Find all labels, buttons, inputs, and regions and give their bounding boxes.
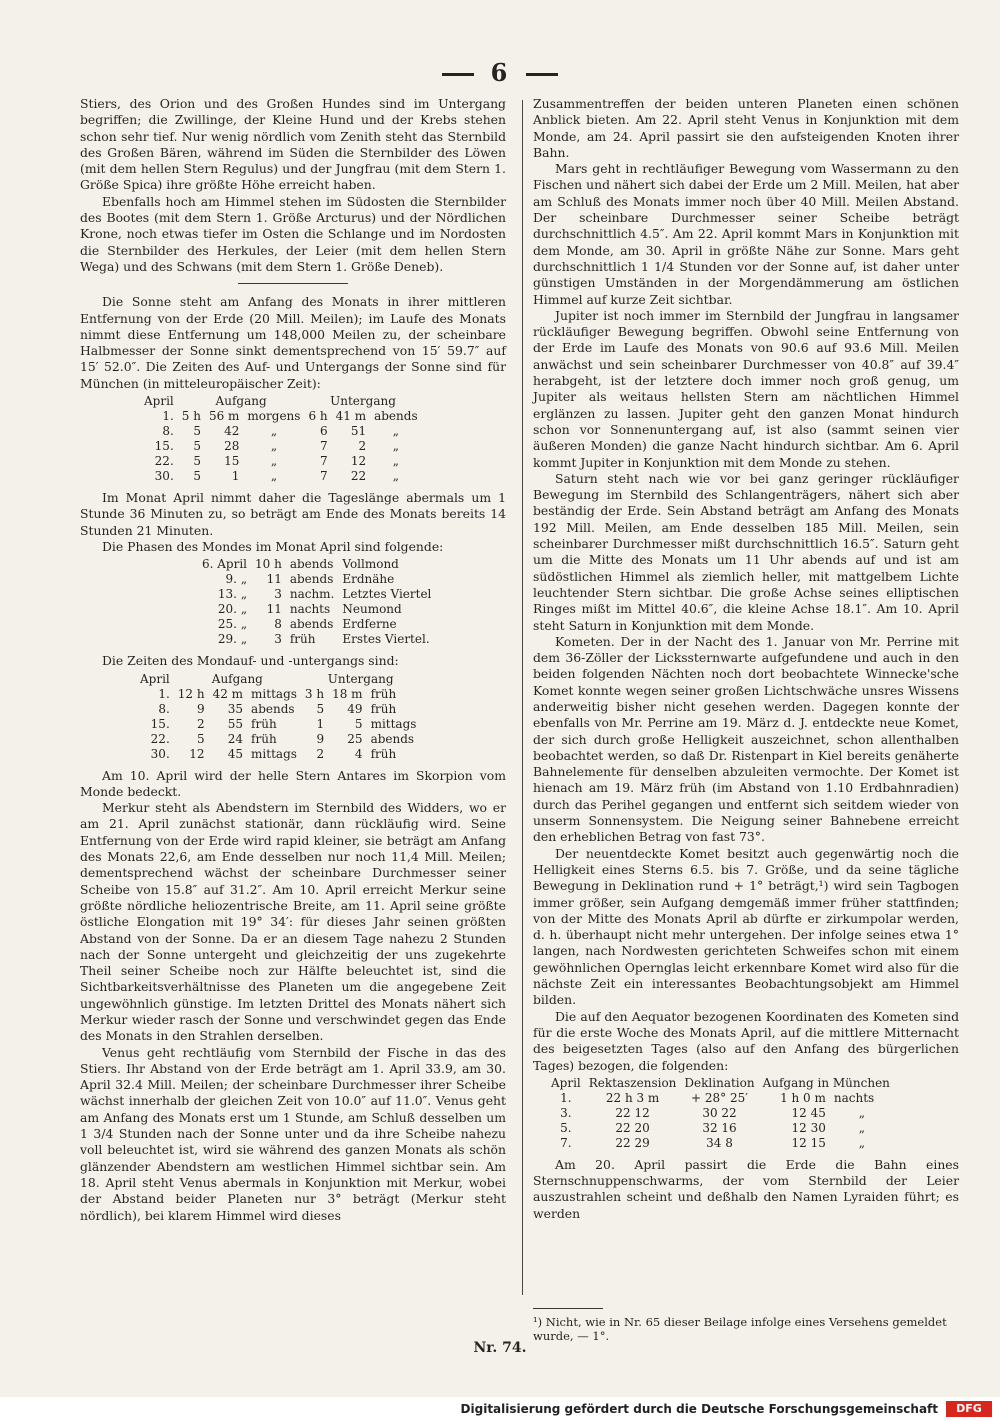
table-cell: 1 h 0 m	[780, 1090, 826, 1105]
table-row	[198, 557, 435, 572]
table-cell: 7.	[560, 1135, 572, 1150]
table-cell: 56 m	[208, 409, 240, 424]
table-cell: „	[240, 572, 248, 587]
venus-continued-paragraph: Zusammentreffen der beiden unteren Planeten einen schönen Anblick bieten. Am 22. April steht Venus in Konjunktion mit dem Monde, am 24. April passirt sie den aufsteigenden Knoten ihrer Bahn.	[533, 96, 959, 160]
table-cell: 30.	[150, 746, 170, 761]
footnote-text: ¹) Nicht, wie in Nr. 65 dieser Beilage infolge eines Versehens gemeldet wurde, — 1°.	[533, 1315, 947, 1343]
saturn-paragraph: Saturn steht nach wie vor bei ganz geringer rückläufiger Bewegung im Sternbild des Schlangenträgers, nähert sich aber beständig der Erde. Sein Abstand beträgt am Anfang des Monats 192 Mill. Meilen, am Ende desselben 185 Mill. Meilen, sein scheinbarer Durchmesser mißt durchschnittlich 16.5″. Saturn geht um die Mitte des Monats um 11 Uhr abends auf und ist am südöstlichen Himmel als ziemlich heller, mit mattgelbem Lichte leuchtender Stern sichtbar. Die große Achse seines elliptischen Ringes mißt im Mittel 40.6″, die kleine Achse 18.1″. Am 10. April steht Saturn in Konjunktion mit dem Monde.	[533, 470, 959, 633]
table-cell: 13.	[217, 587, 237, 602]
table-cell: „	[270, 439, 278, 454]
constellations-paragraph: Stiers, des Orion und des Großen Hundes sind im Untergang begriffen; die Zwillinge, der Kleine Hund und der Krebs stehen schon sehr tief. Nur wenig nördlich vom Zenith steht das Sternbild des Großen Bären, während im Süden die Sternbilder des Löwen (mit dem hellen Stern Regulus) und der Jungfrau (mit dem Stern 1. Größe Spica) ihre größte Höhe erreicht haben.	[80, 96, 506, 193]
table-cell: „	[858, 1120, 865, 1135]
table-cell: 12 45	[791, 1105, 826, 1120]
moonrise-table	[136, 672, 420, 762]
page-number-text: 6	[490, 58, 510, 87]
table-cell: 5	[193, 454, 201, 469]
table-cell: „	[240, 632, 248, 647]
table-cell: 5	[316, 701, 325, 716]
footnote-rule	[533, 1308, 603, 1309]
table-cell	[198, 617, 251, 632]
table-cell: 5	[193, 469, 201, 484]
table-cell: abends	[289, 617, 334, 632]
table-cell: „	[392, 469, 399, 484]
table-cell: 1	[231, 469, 240, 484]
table-cell: abends	[289, 572, 334, 587]
table-cell: 7	[319, 439, 328, 454]
new-comet-paragraph: Der neuentdeckte Komet besitzt auch gegenwärtig noch die Helligkeit eines Sterns 6.5. bis 7. Größe, und da seine tägliche Bewegung in Deklination rund + 1° beträgt,¹) wird sein Tagbogen immer größer, sein Aufgang demgemäß immer früher stattfinden; von der Mitte des Monats April ab dürfte er zirkumpolar werden, d. h. überhaupt nicht mehr untergehen. Der infolge seines etwa 1° langen, nach Nordwesten gerichteten Schweifes schon mit einem gewöhnlichen Opernglas leicht erkennbare Komet wird also für die nächste Zeit ein interessantes Beobachtungsobjekt am Himmel bilden.	[533, 845, 959, 1008]
table-cell: 2	[316, 746, 325, 761]
table-cell: früh	[370, 686, 397, 701]
table-cell	[198, 602, 251, 617]
section-rule	[238, 283, 348, 284]
table-cell: 15.	[150, 716, 170, 731]
table-row	[140, 454, 422, 469]
table-cell	[198, 587, 251, 602]
table-cell: 22.	[150, 731, 170, 746]
table-cell: 2	[196, 716, 205, 731]
table-cell: 22 29	[615, 1135, 650, 1150]
table-row	[136, 747, 420, 762]
table-cell: abends	[374, 409, 418, 424]
table-header: Rektaszension	[588, 1075, 677, 1090]
jupiter-paragraph: Jupiter ist noch immer im Sternbild der Jungfrau in langsamer rückläufiger Bewegung begriffen. Obwohl seine Entfernung von der Erde im Laufe des Monats von 90.6 auf 93.6 Mill. Meilen anwächst und sein scheinbarer Durchmesser von 40.8″ auf 39.4″ herabgeht, ist der letztere doch immer noch groß genug, um Jupiter als weitaus hellsten Stern am nächtlichen Himmel erglänzen zu lassen. Jupiter geht den ganzen Monat hindurch schon vor Sonnenuntergang auf, ist also (sammt seinen vier äußeren Monden) die ganze Nacht hindurch sichtbar. Am 6. April kommt Jupiter in Konjunktion mit dem Monde zu stehen.	[533, 307, 959, 470]
table-cell: 12	[189, 746, 205, 761]
table-cell: 1	[316, 716, 325, 731]
table-header: April	[140, 671, 170, 686]
table-cell: mittags	[251, 746, 297, 761]
table-row	[140, 409, 422, 424]
table-cell: 8.	[162, 424, 174, 439]
table-cell: „	[270, 454, 278, 469]
table-cell: 12 30	[791, 1120, 826, 1135]
table-cell: abends	[289, 557, 334, 572]
comet-coordinates-table	[547, 1076, 894, 1151]
moon-phases-table	[198, 557, 435, 647]
table-cell: 51	[350, 424, 367, 439]
table-cell: 25	[347, 731, 363, 746]
table-row	[140, 424, 422, 439]
table-cell: „	[858, 1135, 865, 1150]
table-cell: früh	[289, 632, 316, 647]
moon-phases-paragraph: Die Phasen des Mondes im Monat April sind folgende:	[102, 538, 444, 554]
table-header: Aufgang	[211, 671, 263, 686]
table-cell: 5	[193, 424, 201, 439]
table-cell: 42	[224, 424, 240, 439]
table-cell: Neumond	[342, 602, 402, 617]
table-row	[547, 1136, 894, 1151]
sun-paragraph: Die Sonne steht am Anfang des Monats in ihrer mittleren Entfernung von der Erde (20 Mill. Meilen); im Laufe des Monats nimmt diese Entfernung um 148,000 Meilen zu, der scheinbare Halbmesser der Sonne sinkt dementsprechend von 15′ 59.7″ auf 15′ 52.0″. Die Zeiten des Auf- und Untergangs der Sonne sind für München (in mitteleuropäischer Zeit):	[80, 294, 506, 391]
left-column	[80, 96, 506, 1224]
table-cell: 3	[274, 632, 282, 647]
table-row	[198, 587, 435, 602]
table-row	[140, 469, 422, 484]
table-cell: morgens	[247, 409, 301, 424]
table-cell: 7	[319, 469, 328, 484]
table-cell: 6 h	[308, 409, 328, 424]
table-cell: 41 m	[335, 409, 367, 424]
table-cell: 45	[227, 746, 244, 761]
table-cell: 3.	[560, 1105, 572, 1120]
table-cell	[198, 572, 251, 587]
table-cell: 20.	[217, 602, 237, 617]
table-cell: früh	[251, 716, 277, 731]
table-cell: 42 m	[212, 686, 244, 701]
table-cell: 55	[227, 716, 244, 731]
coordinates-paragraph: Die auf den Aequator bezogenen Koordinaten des Kometen sind für die erste Woche des Monats April, auf die mittlere Mitternacht des beigesetzten Tages (also auf den Anfang des bürgerlichen Tages) bezogen, die folgenden:	[533, 1008, 959, 1073]
mars-paragraph: Mars geht in rechtläufiger Bewegung vom Wassermann zu den Fischen und nähert sich dabei der Erde um 2 Mill. Meilen, hat aber am Schluß des Monats immer noch über 40 Mill. Meilen Abstand. Der scheinbare Durchmesser seiner Scheibe beträgt durchschnittlich 4.5″. Am 22. April kommt Mars in Konjunktion mit dem Monde, am 30. April in größte Nähe zur Sonne. Mars geht durchschnittlich 1 1/4 Stunden vor der Sonne auf, ist daher unter günstigen Umständen in der Morgendämmerung am östlichen Himmel auf kurze Zeit sichtbar.	[533, 161, 959, 307]
table-header: April	[144, 394, 174, 409]
table-cell: Letztes Viertel	[342, 587, 432, 602]
table-cell: 24	[227, 731, 244, 746]
table-row	[547, 1106, 894, 1121]
table-cell: „	[392, 439, 399, 454]
table-cell: 30 22	[702, 1105, 737, 1120]
table-header: April	[551, 1075, 581, 1090]
table-cell: 1.	[162, 409, 174, 424]
table-cell: abends	[370, 731, 415, 746]
table-cell: 22	[350, 469, 367, 484]
table-cell: Erdnähe	[342, 572, 395, 587]
table-cell: 5	[354, 716, 363, 731]
footnote	[533, 1308, 959, 1343]
table-cell: 7	[319, 454, 328, 469]
table-cell: 29.	[217, 632, 237, 647]
table-cell: 6. April	[202, 557, 248, 572]
table-row	[136, 687, 420, 702]
table-cell: früh	[251, 731, 277, 746]
table-cell: 22 20	[615, 1120, 650, 1135]
table-row	[198, 572, 435, 587]
table-cell: 5.	[560, 1120, 572, 1135]
table-cell: 35	[227, 701, 244, 716]
table-cell: 8.	[158, 701, 170, 716]
table-row	[547, 1121, 894, 1136]
mercury-paragraph: Merkur steht als Abendstern im Sternbild des Widders, wo er am 21. April zunächst stationär, dann rückläufig wird. Seine Entfernung von der Erde wird rapid kleiner, sie beträgt am Anfang des Monats 22,6, am Ende desselben nur noch 11,4 Mill. Meilen; dementsprechend wächst der scheinbare Durchmesser seiner Scheibe von 15.8″ auf 31.2″. Am 10. April erreicht Merkur seine größte nördliche heliozentrische Breite, am 11. April seine größte östliche Elongation mit 19° 34′: für dieses Jahr seinen größten Abstand von der Sonne. Da er an diesem Tage nahezu 2 Stunden nach der Sonne untergeht und gleichzeitig der uns zugekehrte Theil seiner Scheibe noch zur Hälfte beleuchtet ist, sind die Sichtbarkeitsverhältnisse des Planeten um die angegebene Zeit ungewöhnlich günstige. Im letzten Drittel des Monats nähert sich Merkur wieder rasch der Sonne und verschwindet gegen das Ende des Monats in den Strahlen derselben.	[80, 800, 506, 1044]
table-header: Aufgang	[215, 394, 267, 409]
digitization-credit-text: Digitalisierung gefördert durch die Deutsche Forschungsgemeinschaft	[460, 1402, 938, 1416]
table-cell	[198, 632, 251, 647]
venus-paragraph: Venus geht rechtläufig vom Sternbild der Fische in das des Stiers. Ihr Abstand von der Erde beträgt am 1. April 33.9, am 30. April 32.4 Mill. Meilen; der scheinbare Durchmesser ihrer Scheibe wächst innerhalb der gleichen Zeit von 10.0″ auf 11.0″. Venus geht am Anfang des Monats erst um 1 Stunde, am Schluß desselben um 1 3/4 Stunden nach der Sonne unter und da ihre Scheibe nahezu voll beleuchtet ist, wird sie während des ganzen Monats als schön glänzender Abendstern am westlichen Himmel sichtbar sein. Am 18. April steht Venus abermals in Konjunktion mit Merkur, wobei der Abstand beider Planeten nur 3° beträgt (Merkur steht nördlich), bei klarem Himmel wird dieses	[80, 1044, 506, 1223]
moonrise-paragraph: Die Zeiten des Mondauf- und -untergangs sind:	[102, 653, 399, 669]
table-cell: 22 12	[615, 1105, 650, 1120]
table-cell: „	[270, 469, 278, 484]
table-cell: 15	[224, 454, 240, 469]
lyraids-paragraph: Am 20. April passirt die Erde die Bahn eines Sternschnuppenschwarms, der vom Sternbild der Leier auszustrahlen scheint und deßhalb den Namen Lyraiden führt; es werden	[533, 1156, 959, 1221]
table-cell: 6	[319, 424, 328, 439]
table-header: Deklination	[684, 1075, 755, 1090]
table-cell: 15.	[154, 439, 174, 454]
table-cell: 11	[266, 602, 282, 617]
table-cell: 9	[196, 701, 205, 716]
daylength-paragraph: Im Monat April nimmt daher die Tageslänge abermals um 1 Stunde 36 Minuten zu, so beträgt am Ende des Monats bereits 14 Stunden 21 Minuten.	[80, 490, 506, 538]
table-cell: 12 h	[177, 686, 205, 701]
table-cell: „	[392, 454, 399, 469]
comets-paragraph: Kometen. Der in der Nacht des 1. Januar von Mr. Perrine mit dem 36-Zöller der Lickssternwarte aufgefundene und auch in den beiden folgenden Nächten noch dort beobachtete Winnecke'sche Komet konnte wegen seiner großen Lichtschwäche unsres Wissens anderweitig bisher nicht gesehen werden. Dagegen konnte der ebenfalls von Mr. Perrine am 19. März d. J. entdeckte neue Komet, der sich durch große Helligkeit auszeichnet, schon allenthalben beobachtet werden, so daß Dr. Ristenpart in Kiel bereits genäherte Bahnelemente für denselben abzuleiten vermochte. Der Komet ist hienach am 19. März früh (im Abstand von 1.10 Erdbahnradien) durch das Perihel gegangen und entfernt sich seitdem wieder von unserm Sonnensystem. Die Neigung seiner Bahnebene erreicht den erheblichen Betrag von fast 73°.	[533, 633, 959, 845]
table-cell: Vollmond	[342, 557, 399, 572]
table-cell: 49	[347, 701, 363, 716]
southeast-paragraph: Ebenfalls hoch am Himmel stehen im Südosten die Sternbilder des Bootes (mit dem Stern 1. Größe Arcturus) und der Nördlichen Krone, noch etwas tiefer im Osten die Schlange und im Nordosten die Sternbilder des Herkules, der Leier (mit dem hellen Stern Wega) und des Schwans (mit dem Stern 1. Größe Deneb).	[80, 193, 506, 274]
table-cell: 22.	[154, 454, 174, 469]
table-row	[136, 732, 420, 747]
table-cell: „	[240, 617, 248, 632]
issue-number: Nr. 74.	[473, 1340, 527, 1356]
table-cell: nachts	[289, 602, 331, 617]
table-cell: früh	[370, 701, 397, 716]
table-cell: 8	[274, 617, 282, 632]
table-cell: „	[240, 602, 248, 617]
table-header: Untergang	[330, 394, 396, 409]
table-cell: mittags	[370, 716, 417, 731]
table-cell: abends	[251, 701, 295, 716]
table-cell: 1.	[158, 686, 170, 701]
table-cell: 30.	[154, 469, 174, 484]
table-cell: Erstes Viertel.	[342, 632, 430, 647]
table-cell: 9.	[225, 572, 237, 587]
table-cell: mittags	[251, 686, 297, 701]
table-row	[140, 439, 422, 454]
table-header: Untergang	[327, 671, 394, 686]
dfg-logo: DFG	[946, 1401, 992, 1417]
table-cell: nachm.	[289, 587, 335, 602]
right-column	[533, 96, 959, 1222]
table-row	[547, 1091, 894, 1106]
column-divider	[522, 100, 523, 1295]
table-cell: 12 15	[791, 1135, 826, 1150]
table-cell: 34 8	[706, 1135, 733, 1150]
table-cell: 22 h 3 m	[605, 1090, 660, 1105]
table-cell: 5	[196, 731, 205, 746]
table-row	[198, 617, 435, 632]
table-cell: 10 h	[255, 557, 282, 572]
table-cell: 5 h	[181, 409, 201, 424]
table-row	[198, 632, 435, 647]
sun-times-table	[140, 394, 422, 484]
table-cell: Erdferne	[342, 617, 397, 632]
antares-paragraph: Am 10. April wird der helle Stern Antares im Skorpion vom Monde bedeckt.	[80, 767, 506, 799]
page-number	[0, 58, 1000, 87]
table-header: Aufgang in München	[762, 1075, 890, 1090]
table-cell: 28	[224, 439, 240, 454]
table-cell: 32 16	[702, 1120, 737, 1135]
table-cell: 3	[274, 587, 282, 602]
table-row	[136, 702, 420, 717]
table-cell: 5	[193, 439, 201, 454]
table-cell: „	[270, 424, 278, 439]
table-cell: 25.	[217, 617, 237, 632]
table-cell: 12	[350, 454, 367, 469]
table-cell: nachts	[833, 1090, 875, 1105]
table-row	[136, 717, 420, 732]
table-cell: „	[392, 424, 399, 439]
table-cell: 18 m	[332, 686, 363, 701]
digitization-credit-bar	[0, 1397, 1000, 1421]
table-cell: 4	[354, 746, 363, 761]
page-number-rule-left	[442, 73, 474, 76]
table-row	[198, 602, 435, 617]
table-cell: + 28° 25′	[691, 1090, 748, 1105]
table-cell: 11	[266, 572, 282, 587]
page-number-rule-right	[526, 73, 558, 76]
table-cell: 9	[316, 731, 325, 746]
table-cell: „	[858, 1105, 865, 1120]
table-cell: 1.	[560, 1090, 572, 1105]
table-cell: früh	[370, 746, 397, 761]
table-cell: „	[240, 587, 248, 602]
table-cell: 2	[358, 439, 367, 454]
table-cell: 3 h	[304, 686, 325, 701]
